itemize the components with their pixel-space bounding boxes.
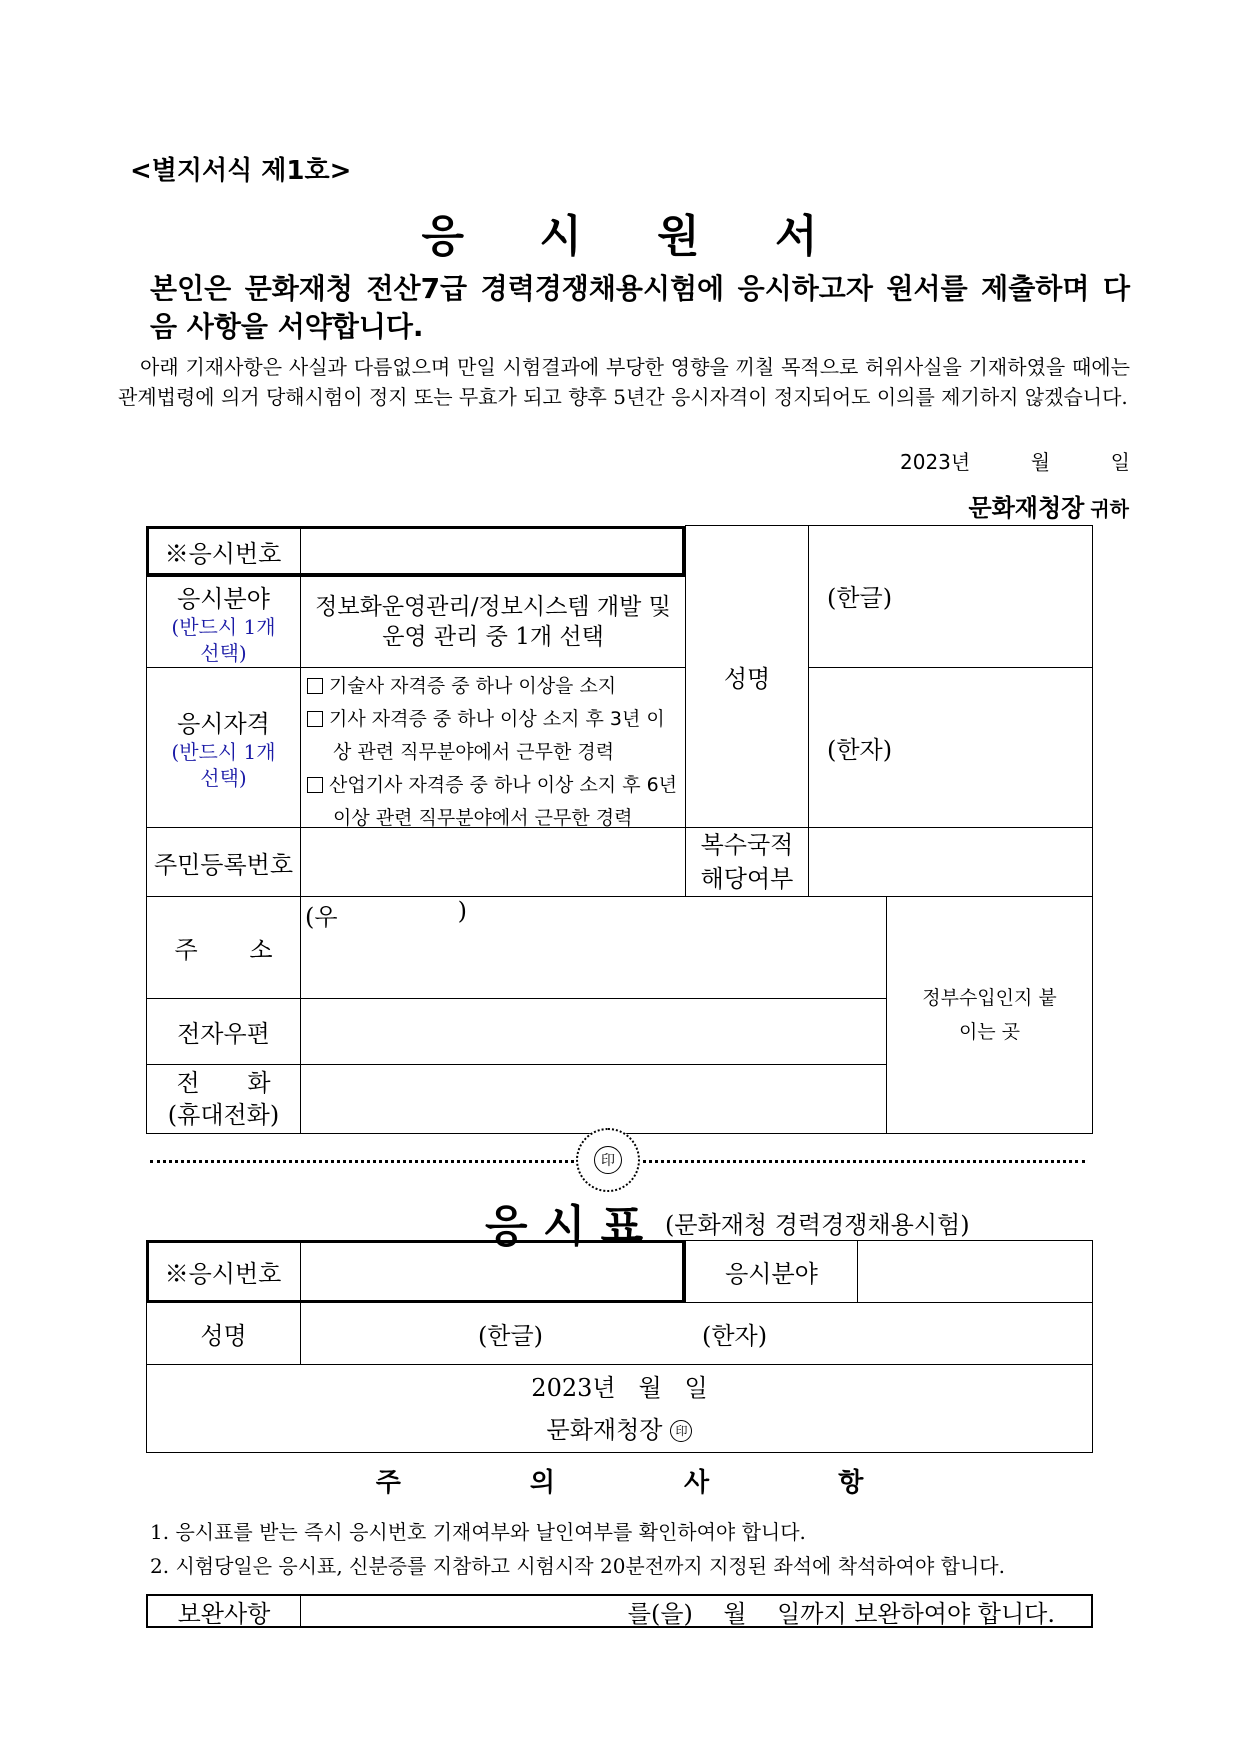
- ticket-field-label: 응시분야: [685, 1240, 858, 1303]
- ticket-issuer: 문화재청장: [546, 1415, 663, 1444]
- notice-item: 1. 응시표를 받는 즉시 응시번호 기재여부와 날인여부를 확인하여야 합니다.: [150, 1520, 806, 1544]
- seal-glyph: 印: [594, 1146, 622, 1174]
- address-label: 주 소: [146, 896, 301, 999]
- addressee-name: 문화재청장: [968, 494, 1085, 522]
- qualification-option[interactable]: [305, 769, 677, 802]
- declaration-text: 아래 기재사항은 사실과 다름없으며 만일 시험결과에 부당한 영향을 끼칠 목적으로 허위사실을 기재하였을 때에는 관계법령에 의거 당해시험이 정지 또는 무효가 되고 향후 5년간 응시자격이 정지되어도 이의를 제기하지 않겠습니다.: [118, 355, 1130, 409]
- email-field[interactable]: [300, 998, 887, 1065]
- ticket-issuer-line: [547, 1409, 693, 1451]
- email-label: 전자우편: [146, 998, 301, 1065]
- ticket-subtitle: (문화재청 경력경쟁채용시험): [665, 1211, 970, 1239]
- official-stamp-icon: 印: [670, 1420, 692, 1442]
- qualification-option-cont: 이상 관련 직무분야에서 근무한 경력: [333, 807, 633, 829]
- exam-number-label: ※응시번호: [146, 526, 301, 576]
- addressee: [968, 488, 1129, 523]
- name-label: 성명: [685, 525, 809, 828]
- revenue-stamp-area: 정부수입인지 붙이는 곳: [886, 896, 1093, 1134]
- phone-label-cell: [146, 1064, 301, 1134]
- pledge-text: 본인은 문화재청 전산7급 경력경쟁채용시험에 응시하고자 원서를 제출하며 다음 사항을 서약합니다.: [150, 272, 1130, 343]
- field-note: (반드시 1개 선택): [171, 614, 276, 665]
- seal-mark: [576, 1128, 640, 1192]
- date-year: 2023년: [900, 450, 971, 474]
- resident-number-field[interactable]: [300, 827, 686, 897]
- dual-nationality-field[interactable]: [808, 827, 1093, 897]
- notice-item: 2. 시험당일은 응시표, 신분증를 지참하고 시험시작 20분전까지 지정된 좌석에 착석하여야 합니다.: [150, 1554, 1005, 1578]
- qualification-label-cell: [146, 667, 301, 828]
- page-title: 응 시 원 서: [421, 211, 848, 262]
- ticket-issue-block: [146, 1364, 1093, 1453]
- name-hanja-field[interactable]: (한자): [808, 667, 1093, 828]
- phone-label: 전 화: [176, 1069, 271, 1097]
- checkbox[interactable]: [307, 777, 323, 793]
- checkbox[interactable]: [307, 678, 323, 694]
- address-field[interactable]: [300, 896, 887, 999]
- qualification-options: [300, 667, 686, 828]
- qualification-option-cont: 상 관련 직무분야에서 근무한 경력: [333, 741, 615, 763]
- checkbox[interactable]: [307, 711, 323, 727]
- ticket-name-label: 성명: [146, 1302, 301, 1365]
- qualification-note: (반드시 1개 선택): [171, 740, 276, 790]
- qualification-option[interactable]: [305, 703, 665, 736]
- supplement-label: 보완사항: [146, 1594, 301, 1628]
- name-korean-field[interactable]: (한글): [808, 525, 1093, 668]
- field-label-cell: [146, 576, 301, 668]
- ticket-exam-number-label: ※응시번호: [146, 1240, 301, 1303]
- resident-number-label: 주민등록번호: [146, 827, 301, 897]
- field-label: 응시분야: [177, 584, 270, 613]
- qualification-option[interactable]: [305, 670, 616, 703]
- application-date: [900, 446, 1130, 475]
- ticket-title: 응 시 표: [485, 1201, 644, 1252]
- ticket-exam-number-field[interactable]: [303, 1243, 681, 1300]
- notice-title: 주 의 사 항: [375, 1468, 924, 1498]
- supplement-text[interactable]: 를(을) 월 일까지 보완하여야 합니다.: [300, 1594, 1093, 1628]
- ticket-field-value[interactable]: [857, 1240, 1093, 1303]
- postal-code-suffix: ): [457, 897, 467, 925]
- phone-field[interactable]: [300, 1064, 887, 1134]
- date-month: 월: [1030, 450, 1051, 474]
- ticket-name-field[interactable]: [300, 1302, 1093, 1365]
- ticket-date: 2023년 월 일: [531, 1373, 708, 1402]
- form-label: <별지서식 제1호>: [130, 156, 352, 186]
- qualification-option-label: 기사 자격증 중 하나 이상 소지 후 3년 이: [329, 708, 665, 730]
- qualification-option-label: 기술사 자격증 중 하나 이상을 소지: [329, 675, 617, 697]
- dual-nationality-label: 복수국적 해당여부: [685, 827, 809, 897]
- qualification-label: 응시자격: [177, 710, 270, 738]
- ticket-name-hanja: (한자): [702, 1322, 768, 1350]
- qualification-option-label: 산업기사 자격증 중 하나 이상 소지 후 6년: [329, 774, 678, 796]
- mobile-label: (휴대전화): [167, 1101, 280, 1129]
- addressee-suffix: 귀하: [1090, 497, 1129, 521]
- date-day: 일: [1110, 450, 1130, 474]
- exam-number-field[interactable]: [302, 529, 682, 573]
- qualification-option-text: [329, 703, 665, 736]
- field-value[interactable]: 정보화운영관리/정보시스템 개발 및 운영 관리 중 1개 선택: [300, 576, 686, 668]
- postal-code-prefix: (우: [305, 903, 338, 931]
- ticket-name-korean: (한글): [477, 1322, 544, 1350]
